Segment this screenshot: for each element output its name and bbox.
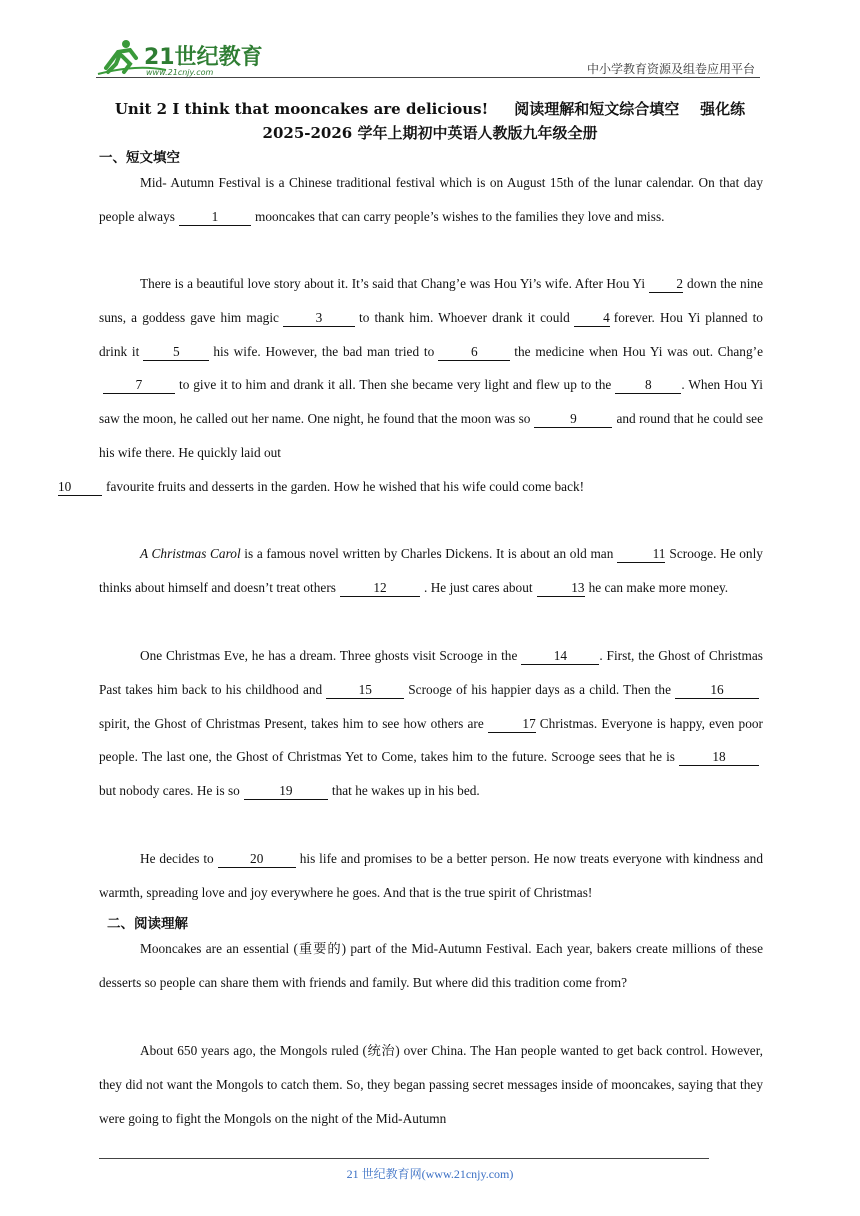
site-logo (96, 38, 266, 78)
platform-name: 中小学教育资源及组卷应用平台 (586, 62, 755, 76)
footer-text: 21 世纪教育网(www.21cnjy.com) (346, 1167, 514, 1181)
blank-13[interactable]: 13 (537, 580, 585, 597)
blank-5[interactable]: 5 (143, 344, 209, 361)
novel-title: A Christmas Carol (140, 546, 241, 561)
blank-9[interactable]: 9 (534, 411, 612, 428)
blank-7[interactable]: 7 (103, 377, 175, 394)
blank-4[interactable]: 4 (574, 310, 610, 327)
runner-logo-icon (96, 38, 266, 78)
blank-10[interactable]: 10 (58, 479, 102, 496)
title-line-1: Unit 2 I think that mooncakes are delicious! 阅读理解和短文综合填空 强化练 (114, 100, 746, 118)
section2-heading: 二、阅读理解 (107, 916, 188, 932)
header-divider (96, 77, 760, 78)
cloze-passage-1-para-2: There is a beautiful love story about it. It’s said that Chang’e was Hou Yi’s wife. After Hou Yi 2 down the nine suns, a goddess gave him magic 3 to thank him. Whoever drank it could 4 forever. Hou Yi planned to drink it 5 his wife. However, the bad man tried to 6 the medicine when Hou Yi was out. Chang’e7 to give it to him and drank it all. Then she became very light and flew up to the 8 . When Hou Yi saw the moon, he called out her name. One night, he found that the moon was so 9 and round that he could see his wife there. He quickly laid out 10 favourite fruits and desserts in the garden. How he wished that his wife could come back! (58, 276, 763, 494)
blank-18[interactable]: 18 (679, 749, 759, 766)
blank-6[interactable]: 6 (438, 344, 510, 361)
blank-14[interactable]: 14 (521, 648, 599, 665)
cloze-passage-2-para-3: He decides to 20 his life and promises to be a better person. He now treats everyone with kindness and warmth, spreading love and joy everywhere he goes. And that is the true spirit of Christmas! (99, 851, 763, 900)
footer-divider (99, 1158, 709, 1159)
blank-17[interactable]: 17 (488, 716, 536, 733)
reading-passage-para-1: Mooncakes are an essential (重要的) part of the Mid-Autumn Festival. Each year, bakers create millions of these desserts so people can share them with friends and family. But where did this tradition come from? (99, 941, 763, 990)
section1-heading: 一、短文填空 (99, 150, 180, 166)
logo-text: 21世纪教育 (144, 45, 263, 70)
title-line-2: 2025-2026 学年上期初中英语人教版九年级全册 (262, 124, 598, 142)
blank-20[interactable]: 20 (218, 851, 296, 868)
blank-19[interactable]: 19 (244, 783, 328, 800)
page-title (90, 97, 770, 145)
cloze-passage-2-para-1: A Christmas Carol is a famous novel written by Charles Dickens. It is about an old man 11 Scrooge. He only thinks about himself and doesn’t treat others 12 . He just cares about 13 he can make more money. (99, 546, 763, 595)
blank-3[interactable]: 3 (283, 310, 355, 327)
cloze-passage-1-para-1: Mid- Autumn Festival is a Chinese traditional festival which is on August 15th of the lunar calendar. On that day people always 1 mooncakes that can carry people’s wishes to the families they love and miss. (99, 175, 763, 224)
blank-15[interactable]: 15 (326, 682, 404, 699)
cloze-passage-2-para-2: One Christmas Eve, he has a dream. Three ghosts visit Scrooge in the 14 . First, the Ghost of Christmas Past takes him back to his childhood and 15 Scrooge of his happier days as a child. Then the 16spirit, the Ghost of Christmas Present, takes him to see how others are 17 Christmas. Everyone is happy, even poor people. The last one, the Ghost of Christmas Yet to Come, takes him to the future. Scrooge sees that he is 18but nobody cares. He is so 19 that he wakes up in his bed. (99, 648, 764, 799)
blank-11[interactable]: 11 (617, 546, 665, 563)
blank-8[interactable]: 8 (615, 377, 681, 394)
blank-1[interactable]: 1 (179, 209, 251, 226)
blank-2[interactable]: 2 (649, 276, 683, 293)
reading-passage-para-2: About 650 years ago, the Mongols ruled (统治) over China. The Han people wanted to get back control. However, they did not want the Mongols to catch them. So, they began passing secret messages inside of mooncakes, saying that they were going to fight the Mongols on the night of the Mid-Autumn (99, 1043, 763, 1126)
blank-16[interactable]: 16 (675, 682, 759, 699)
logo-url: www.21cnjy.com (146, 68, 214, 77)
blank-12[interactable]: 12 (340, 580, 420, 597)
